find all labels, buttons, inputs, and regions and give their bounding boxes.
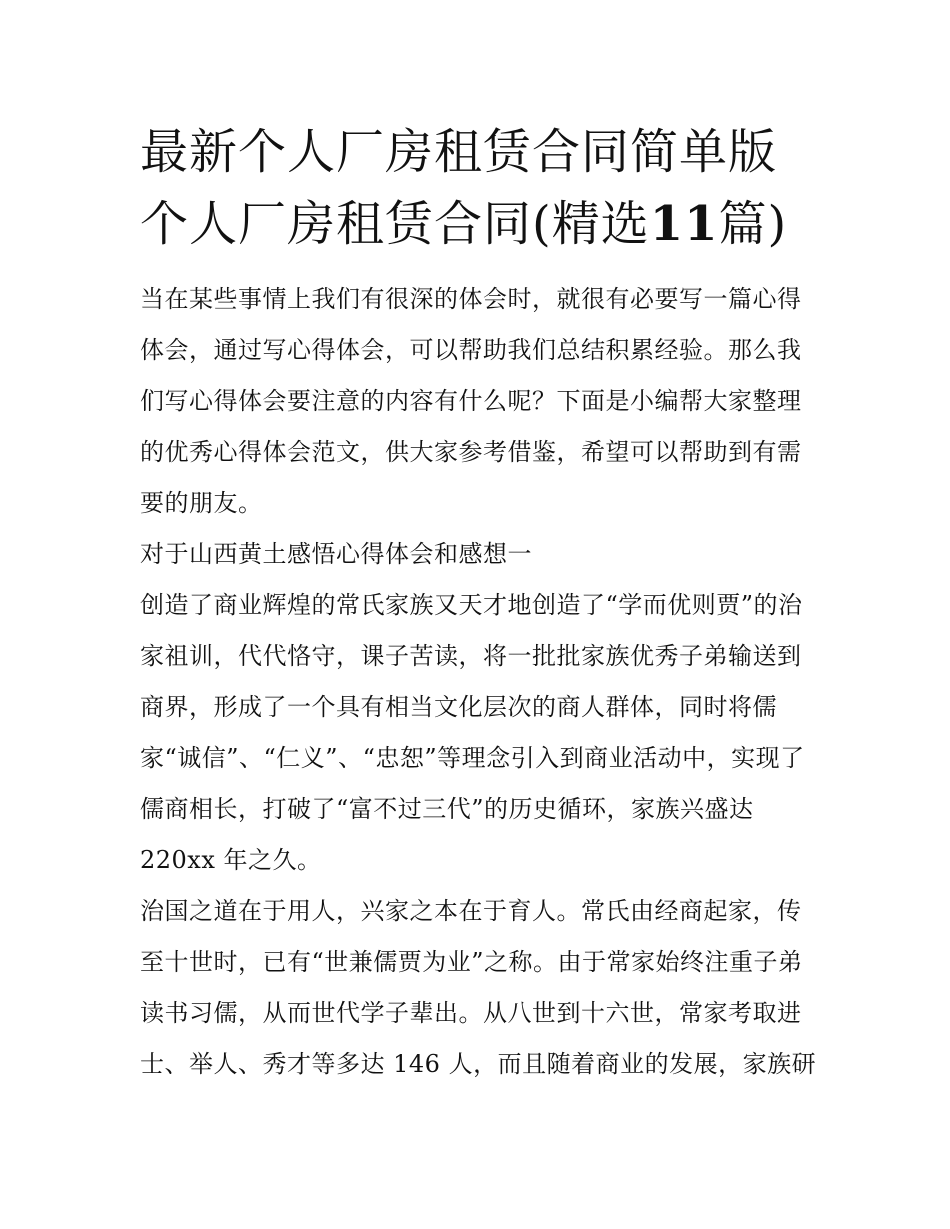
text-line: 当在某些事情上我们有很深的体会时，就很有必要写一篇心得 xyxy=(140,285,802,313)
body-paragraph xyxy=(140,580,812,886)
text-line: 治国之道在于用人，兴家之本在于育人。常氏由经商起家，传 xyxy=(140,897,802,925)
title-line xyxy=(140,188,812,260)
title-text: 篇) xyxy=(718,196,788,252)
text-line: 体会，通过写心得体会，可以帮助我们总结积累经验。那么我 xyxy=(140,336,802,364)
text-line: 要的朋友。 xyxy=(140,489,263,517)
text-line: 读书习儒，从而世代学子辈出。从八世到十六世，常家考取进 xyxy=(140,999,802,1027)
text-line: 家祖训，代代恪守，课子苦读，将一批批家族优秀子弟输送到 xyxy=(140,642,802,670)
text-line: 至十世时，已有“世兼儒贾为业”之称。由于常家始终注重子弟 xyxy=(140,948,803,976)
text-line: 士、举人、秀才等多达 146 人，而且随着商业的发展，家族研 xyxy=(140,1050,817,1078)
document-content xyxy=(140,116,817,1090)
text-line: 的优秀心得体会范文，供大家参考借鉴，希望可以帮助到有需 xyxy=(140,438,802,466)
intro-paragraph xyxy=(140,274,812,529)
text-line: 220xx 年之久。 xyxy=(140,846,322,874)
title-text: 个人厂房租赁合同(精选 xyxy=(140,196,650,252)
title-line: 最新个人厂房租赁合同简单版 xyxy=(140,124,778,180)
body-paragraph xyxy=(140,886,817,1090)
document-title xyxy=(140,116,812,260)
section-heading xyxy=(140,529,812,580)
text-line: 商界，形成了一个具有相当文化层次的商人群体，同时将儒 xyxy=(140,693,777,721)
text-line: 创造了商业辉煌的常氏家族又天才地创造了“学而优则贾”的治 xyxy=(140,591,803,619)
text-line: 对于山西黄土感悟心得体会和感想一 xyxy=(140,540,532,568)
text-line: 家“诚信”、“仁义”、“忠恕”等理念引入到商业活动中，实现了 xyxy=(140,744,805,772)
text-line: 儒商相长，打破了“富不过三代”的历史循环，家族兴盛达 xyxy=(140,795,754,823)
title-number: 11 xyxy=(649,196,719,252)
text-line: 们写心得体会要注意的内容有什么呢？下面是小编帮大家整理 xyxy=(140,387,802,415)
